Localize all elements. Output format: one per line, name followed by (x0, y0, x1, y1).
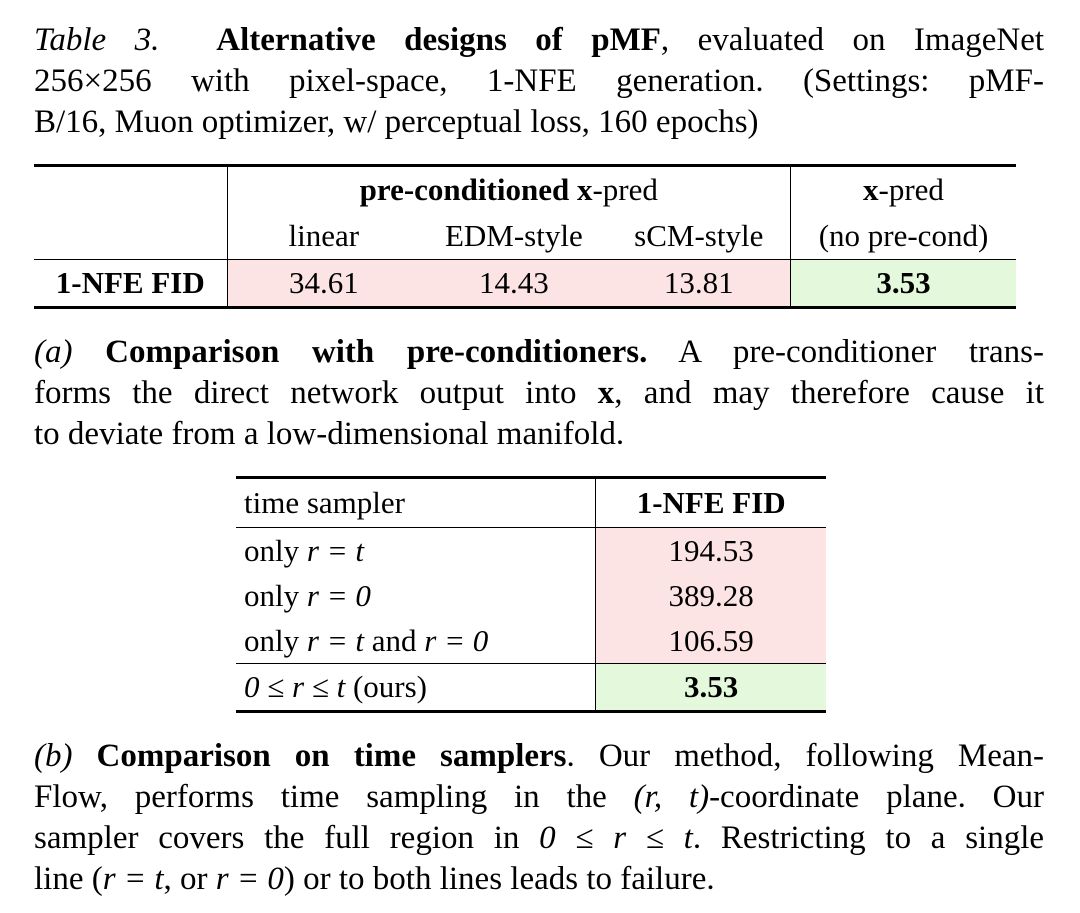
sampler-row-label-ours: 0 ≤ r ≤ t (ours) (236, 664, 596, 712)
col-header-scm: sCM-style (634, 218, 764, 253)
sampler-row-value: 106.59 (596, 618, 826, 664)
subcaption-b-label: (b) (34, 738, 73, 774)
sampler-row-label: only r = t and r = 0 (244, 622, 489, 658)
col-header-no-precond: (no pre-cond) (790, 213, 1016, 260)
sampler-row-label: only r = 0 (244, 577, 371, 613)
caption-title: Alternative designs of pMF (216, 22, 661, 58)
col-header-edm: EDM-style (444, 218, 583, 253)
sampler-row-value: 194.53 (596, 528, 826, 574)
fid-edm: 14.43 (420, 260, 607, 308)
caption-line1-rest: , evaluated on ImageNet (660, 22, 1045, 58)
row-label-fid: 1-NFE FID (34, 260, 227, 308)
subcaption-a: (a) Comparison with pre-conditioners. A pre-conditioner trans- forms the direct network output into x, and may therefore cause it to deviate from a low-dimensional manifold. (34, 334, 1045, 452)
subcaption-b: (b) Comparison on time samplers. Our method, following Mean- Flow, performs time sampling in the (r, t)-coordinate plane. Our sampler covers the full region in 0 ≤ r ≤ t. Restricting to a single line (r = t, or r = 0) or to both lines leads to failure. (34, 738, 1045, 897)
sampler-row-value: 389.28 (596, 573, 826, 618)
preconditioner-table (34, 164, 1016, 309)
fid-linear: 34.61 (227, 260, 420, 308)
fid-xpred: 3.53 (790, 260, 1016, 308)
sampler-row-value-ours: 3.53 (596, 664, 826, 712)
time-sampler-table (236, 476, 826, 713)
caption-line3: B/16, Muon optimizer, w/ perceptual loss, 160 epochs) (34, 104, 759, 140)
table-caption (34, 20, 1044, 143)
group-header-preconditioned: pre-conditioned x-pred (227, 166, 790, 214)
subcaption-a-label: (a) (34, 334, 73, 370)
col-header-time-sampler: time sampler (236, 478, 596, 528)
caption-line2: 256×256 with pixel-space, 1-NFE generation. (Settings: pMF- (34, 63, 1044, 99)
group-header-xpred: x-pred (790, 166, 1016, 214)
sampler-row-label: only r = t (244, 532, 364, 568)
fid-scm: 13.81 (608, 260, 791, 308)
subcaption-b-title: Comparison on time samplers (96, 738, 567, 774)
col-header-fid: 1-NFE FID (596, 478, 826, 528)
subcaption-a-title: Comparison with pre-conditioners. (105, 334, 648, 370)
col-header-linear: linear (288, 218, 360, 253)
caption-label: Table 3. (34, 22, 160, 58)
